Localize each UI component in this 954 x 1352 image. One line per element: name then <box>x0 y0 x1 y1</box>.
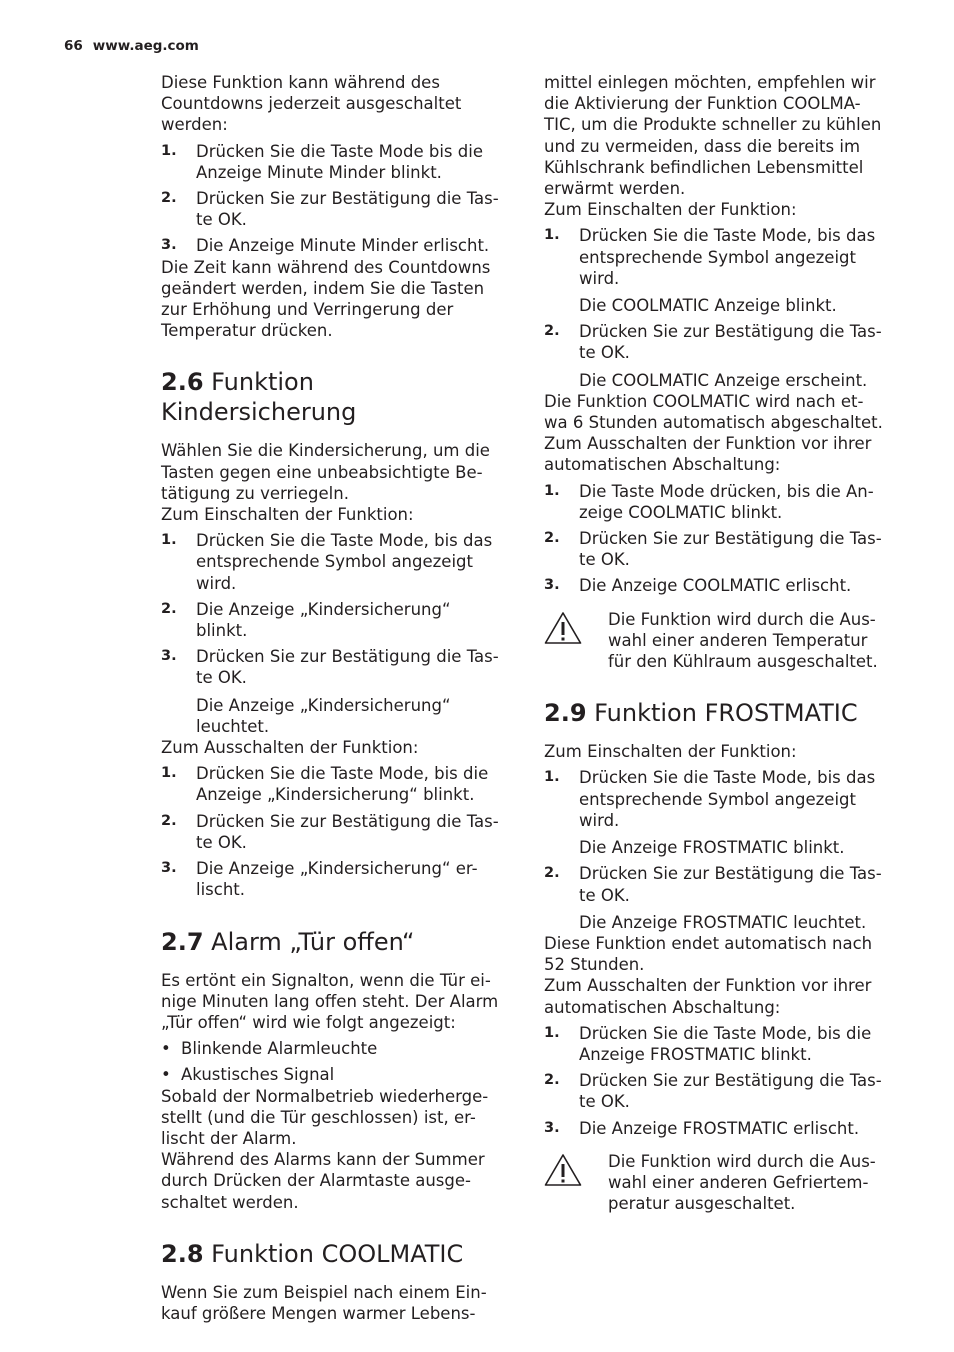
section-2-9-on-step-2 <box>544 863 896 905</box>
text-line: Diese Funktion kann während des <box>161 73 440 92</box>
section-heading-2-9: 2.9 Funktion FROSTMATIC <box>544 699 858 728</box>
text-line: Drücken Sie zur Bestätigung die Tas- <box>579 864 882 884</box>
text-line: blinkt. <box>196 621 248 641</box>
text-line: Die Funktion COOLMATIC wird nach et- <box>544 391 864 411</box>
numbered-step <box>544 528 896 570</box>
section-2-9-mid <box>544 933 896 1018</box>
step-number: 3. <box>161 237 177 254</box>
text-line: Es ertönt ein Signalton, wenn die Tür ei- <box>161 970 491 990</box>
step-number: 3. <box>161 648 177 665</box>
numbered-step <box>544 1070 896 1112</box>
numbered-step <box>161 646 513 688</box>
text-line: stellt (und die Tür geschlossen) ist, er- <box>161 1107 476 1127</box>
section-2-9-on-label: Zum Einschalten der Funktion: <box>544 742 797 762</box>
text-line: TIC, um die Produkte schneller zu kühlen <box>544 115 882 135</box>
text-line: Drücken Sie die Taste Mode, bis das <box>579 226 876 246</box>
warning-icon <box>544 1153 582 1187</box>
text-line: wa 6 Stunden automatisch abgeschaltet. <box>544 413 883 433</box>
text-line: lischt. <box>196 880 246 900</box>
step-number: 2. <box>161 190 177 207</box>
text-line: Drücken Sie zur Bestätigung die Tas- <box>196 189 499 209</box>
text-line: wahl einer anderen Temperatur <box>608 630 868 650</box>
text-line: Die Anzeige „Kindersicherung“ <box>196 695 451 715</box>
text-line: kauf größere Mengen warmer Lebens- <box>161 1303 476 1323</box>
section-2-6-intro <box>161 440 513 525</box>
text-line: die Aktivierung der Funktion COOLMA- <box>544 94 861 114</box>
page-header <box>64 38 199 54</box>
left-column <box>161 72 513 1324</box>
text-line: Drücken Sie zur Bestätigung die Tas- <box>579 322 882 342</box>
text-line: zur Erhöhung und Verringerung der <box>161 300 454 320</box>
website-url: www.aeg.com <box>92 38 199 54</box>
text-line: Drücken Sie die Taste Mode, bis das <box>196 531 493 551</box>
text-line: Die Funktion wird durch die Aus- <box>608 609 876 629</box>
section-2-9-on-step-2-result: Die Anzeige FROSTMATIC leuchtet. <box>579 912 867 932</box>
section-2-6-on-result <box>161 695 513 737</box>
text-line: wird. <box>579 810 620 830</box>
text-line: mittel einlegen möchten, empfehlen wir <box>544 73 876 92</box>
text-line: Diese Funktion endet automatisch nach <box>544 933 873 953</box>
warning-icon <box>544 611 582 645</box>
text-line: tätigung zu verriegeln. <box>161 483 349 503</box>
step-text <box>579 481 896 523</box>
section-2-9-on-step-1 <box>544 767 896 831</box>
text-line: te OK. <box>579 343 630 363</box>
step-number: 2. <box>544 323 560 340</box>
section-heading-2-8: 2.8 Funktion COOLMATIC <box>161 1239 464 1268</box>
step-text <box>579 863 896 905</box>
step-number: 2. <box>161 600 177 617</box>
text-line: nige Minuten lang offen steht. Der Alarm <box>161 991 499 1011</box>
text-line: Die Anzeige Minute Minder erlischt. <box>196 236 490 256</box>
right-column <box>544 72 896 1214</box>
text-line: und zu vermeiden, dass die bereits im <box>544 136 861 156</box>
numbered-step <box>161 141 513 183</box>
text-line: werden: <box>161 115 228 135</box>
numbered-step <box>544 1118 896 1139</box>
step-text <box>579 1118 896 1139</box>
text-line: wird. <box>579 268 620 288</box>
text-line: wird. <box>196 573 237 593</box>
warning-text <box>608 609 896 673</box>
step-number: 1. <box>544 482 560 499</box>
section-2-8-on-step-1-result: Die COOLMATIC Anzeige blinkt. <box>579 296 837 316</box>
step-number: 2. <box>544 1072 560 1089</box>
numbered-step <box>161 530 513 594</box>
step-text <box>196 763 513 805</box>
step-text <box>196 188 513 230</box>
step-number: 1. <box>544 1024 560 1041</box>
text-line: automatischen Abschaltung: <box>544 455 781 475</box>
text-line: Drücken Sie zur Bestätigung die Tas- <box>579 1071 882 1091</box>
page-number: 66 <box>64 38 83 54</box>
section-2-6-off-label: Zum Ausschalten der Funktion: <box>161 738 419 758</box>
section-2-8-on-step-2 <box>544 321 896 363</box>
numbered-step <box>544 767 896 831</box>
text-line: te OK. <box>579 550 630 570</box>
text-line: „Tür offen“ wird wie folgt angezeigt: <box>161 1012 456 1032</box>
step-text <box>196 235 513 256</box>
text-line: erwärmt werden. <box>544 179 686 199</box>
step-number: 2. <box>161 812 177 829</box>
text-line: Die Anzeige „Kindersicherung“ <box>196 599 451 619</box>
numbered-step <box>544 1023 896 1065</box>
section-2-6-on-steps <box>161 530 513 688</box>
numbered-step <box>544 575 896 596</box>
text-line: 52 Stunden. <box>544 955 645 975</box>
text-line: Drücken Sie zur Bestätigung die Tas- <box>196 811 499 831</box>
section-2-9-on-step-1-result: Die Anzeige FROSTMATIC blinkt. <box>579 838 845 858</box>
step-number: 3. <box>161 860 177 877</box>
text-line: Kühlschrank befindlichen Lebensmittel <box>544 157 864 177</box>
section-2-9-warning <box>544 1151 896 1215</box>
text-line: Drücken Sie die Taste Mode bis die <box>196 141 483 161</box>
text-line: Zum Ausschalten der Funktion vor ihrer <box>544 976 872 996</box>
bullet-item: • Blinkende Alarmleuchte <box>161 1039 378 1059</box>
section-2-9-off-steps <box>544 1023 896 1139</box>
text-line: Die Anzeige FROSTMATIC erlischt. <box>579 1118 860 1138</box>
text-line: te OK. <box>196 668 247 688</box>
text-line: automatischen Abschaltung: <box>544 997 781 1017</box>
text-line: entsprechende Symbol angezeigt <box>579 789 856 809</box>
text-line: Die Taste Mode drücken, bis die An- <box>579 481 874 501</box>
text-line: Drücken Sie zur Bestätigung die Tas- <box>579 529 882 549</box>
step-number: 1. <box>544 227 560 244</box>
text-line: wahl einer anderen Gefriertem- <box>608 1172 869 1192</box>
text-line: Tasten gegen eine unbeabsichtigte Be- <box>161 462 483 482</box>
text-line: zeige COOLMATIC blinkt. <box>579 502 783 522</box>
step-text <box>579 575 896 596</box>
step-number: 1. <box>161 532 177 549</box>
section-2-8-off-steps <box>544 481 896 597</box>
section-2-7-body <box>161 1086 513 1213</box>
step-number: 2. <box>544 530 560 547</box>
text-line: entsprechende Symbol angezeigt <box>196 552 473 572</box>
numbered-step <box>161 188 513 230</box>
step-text <box>579 321 896 363</box>
text-line: Während des Alarms kann der Summer <box>161 1150 485 1170</box>
section-2-8-intro <box>161 1282 513 1324</box>
step-number: 3. <box>544 1119 560 1136</box>
step-text <box>196 646 513 688</box>
text-line: Die Zeit kann während des Countdowns <box>161 257 491 277</box>
numbered-step <box>544 481 896 523</box>
section-2-8-continued <box>544 72 896 220</box>
step-text <box>579 767 896 831</box>
text-line: Wählen Sie die Kindersicherung, um die <box>161 441 490 461</box>
text-line: für den Kühlraum ausgeschaltet. <box>608 652 878 672</box>
text-line: Drücken Sie die Taste Mode, bis die <box>196 764 489 784</box>
text-line: leuchtet. <box>196 716 270 736</box>
text-line: Zum Ausschalten der Funktion vor ihrer <box>544 434 872 454</box>
text-line: Countdowns jederzeit ausgeschaltet <box>161 94 462 114</box>
section-heading-2-6: 2.6 Funktion Kindersicherung <box>161 368 357 427</box>
text-line: schaltet werden. <box>161 1192 299 1212</box>
numbered-step <box>544 321 896 363</box>
text-line: Anzeige FROSTMATIC blinkt. <box>579 1044 812 1064</box>
text-line: durch Drücken der Alarmtaste ausge- <box>161 1171 471 1191</box>
text-line: Anzeige „Kindersicherung“ blinkt. <box>196 785 475 805</box>
numbered-step <box>161 599 513 641</box>
intro-steps <box>161 141 513 257</box>
text-line: Die Funktion wird durch die Aus- <box>608 1151 876 1171</box>
step-text <box>579 1023 896 1065</box>
numbered-step <box>161 235 513 256</box>
step-text <box>196 858 513 900</box>
text-line: Wenn Sie zum Beispiel nach einem Ein- <box>161 1282 487 1302</box>
numbered-step <box>544 863 896 905</box>
text-line: Zum Einschalten der Funktion: <box>544 200 797 220</box>
step-number: 3. <box>544 577 560 594</box>
section-2-8-warning <box>544 609 896 673</box>
numbered-step <box>161 811 513 853</box>
text-line: lischt der Alarm. <box>161 1128 297 1148</box>
step-text <box>196 141 513 183</box>
text-line: peratur ausgeschaltet. <box>608 1194 796 1214</box>
step-number: 1. <box>161 142 177 159</box>
step-text <box>196 530 513 594</box>
numbered-step <box>161 763 513 805</box>
intro-after-paragraph <box>161 257 513 342</box>
text-line: te OK. <box>196 832 247 852</box>
section-heading-2-7: 2.7 Alarm „Tür offen“ <box>161 927 415 956</box>
step-number: 1. <box>161 765 177 782</box>
section-2-7-bullets <box>161 1038 513 1085</box>
text-line: Temperatur drücken. <box>161 321 333 341</box>
text-line: geändert werden, indem Sie die Tasten <box>161 278 485 298</box>
text-line: Drücken Sie zur Bestätigung die Tas- <box>196 647 499 667</box>
text-line: Die Anzeige „Kindersicherung“ er- <box>196 859 478 879</box>
text-line: Die Anzeige COOLMATIC erlischt. <box>579 576 852 596</box>
step-number: 1. <box>544 769 560 786</box>
step-number: 2. <box>544 865 560 882</box>
text-line: Anzeige Minute Minder blinkt. <box>196 162 442 182</box>
step-text <box>579 1070 896 1112</box>
section-2-8-mid <box>544 391 896 476</box>
intro-paragraph <box>161 72 513 136</box>
text-line: Drücken Sie die Taste Mode, bis das <box>579 768 876 788</box>
step-text <box>196 811 513 853</box>
step-text <box>579 225 896 289</box>
section-2-6-off-steps <box>161 763 513 900</box>
text-line: Sobald der Normalbetrieb wiederherge- <box>161 1086 489 1106</box>
text-line: entsprechende Symbol angezeigt <box>579 247 856 267</box>
bullet-item: • Akustisches Signal <box>161 1065 335 1085</box>
numbered-step <box>544 225 896 289</box>
text-line: te OK. <box>196 210 247 230</box>
text-line: Drücken Sie die Taste Mode, bis die <box>579 1023 872 1043</box>
warning-text <box>608 1151 896 1215</box>
text-line: Zum Einschalten der Funktion: <box>161 505 414 525</box>
section-2-8-on-step-1 <box>544 225 896 289</box>
numbered-step <box>161 858 513 900</box>
text-line: te OK. <box>579 1092 630 1112</box>
step-text <box>579 528 896 570</box>
step-text <box>196 599 513 641</box>
text-line: te OK. <box>579 885 630 905</box>
section-2-8-on-step-2-result: Die COOLMATIC Anzeige erscheint. <box>579 370 868 390</box>
section-2-7-intro <box>161 970 513 1034</box>
